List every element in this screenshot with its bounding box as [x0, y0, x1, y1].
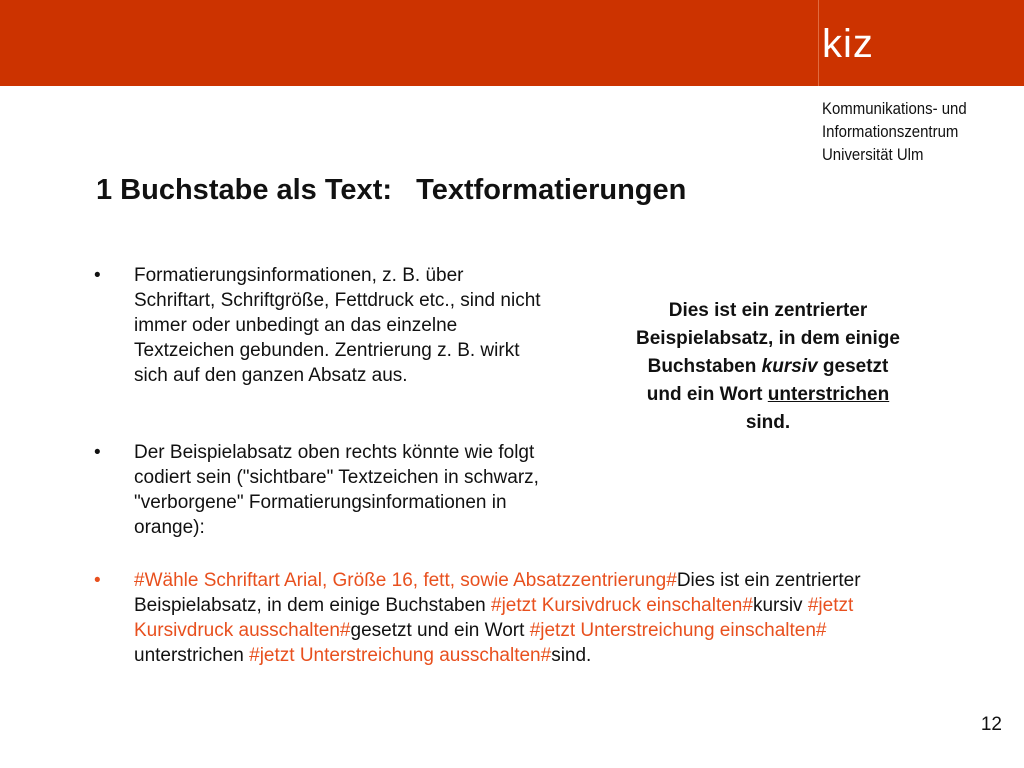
bullet-text: Der Beispielabsatz oben rechts könnte wie folgt codiert sein ("sichtbare" Textzeichen in schwarz, "verborgene" Formatierungsinformationen in orange):: [134, 442, 539, 538]
slide-title: 1 Buchstabe als Text: Textformatierungen: [96, 174, 687, 206]
visible-text-segment: kursiv: [752, 595, 808, 616]
visible-text-segment: unterstrichen: [134, 645, 250, 666]
format-code-segment: #jetzt Kursivdruck ausschalten#: [134, 595, 854, 641]
sample-text: Dies ist ein zentrierter Beispielabsatz, in dem einige Buchstaben: [636, 300, 900, 377]
bullet-item: [94, 440, 544, 540]
sample-paragraph: [636, 297, 900, 437]
bullet-icon: •: [94, 265, 101, 286]
institution-line: Informationszentrum: [822, 122, 959, 141]
visible-text-segment: sind.: [551, 645, 592, 666]
institution-name: [822, 97, 1018, 166]
institution-line: Universität Ulm: [822, 145, 924, 164]
bullet-icon: •: [94, 570, 101, 591]
visible-text-segment: gesetzt und ein Wort: [350, 620, 530, 641]
bullet-text: Formatierungsinformationen, z. B. über Schriftart, Schriftgröße, Fettdruck etc., sind nicht immer oder unbedingt an das einzelne Textzeichen gebunden. Zentrierung z. B. wirkt sich auf den ganzen Absatz aus.: [134, 265, 541, 386]
sample-text: gesetzt und ein Wort: [646, 356, 889, 405]
bullet-item-encoded-example: [94, 568, 924, 668]
institution-line: Kommunikations- und: [822, 99, 967, 118]
header-divider: [818, 0, 819, 86]
format-code-segment: #Wähle Schriftart Arial, Größe 16, fett, sowie Absatzzentrierung#: [134, 570, 677, 591]
visible-text-segment: Dies ist ein zentrierter Beispielabsatz, in dem einige Buchstaben: [134, 570, 861, 616]
header-bar: [0, 0, 1024, 86]
format-code-segment: #jetzt Kursivdruck einschalten#: [491, 595, 753, 616]
sample-italic-word: kursiv: [761, 356, 818, 377]
bullet-icon: •: [94, 442, 101, 463]
page-number: 12: [980, 714, 1002, 735]
brand-logo: kiz: [822, 22, 874, 66]
sample-text: sind.: [745, 412, 791, 433]
format-code-segment: #jetzt Unterstreichung ausschalten#: [249, 645, 552, 666]
sample-underlined-word: unterstrichen: [767, 384, 890, 405]
bullet-item: [94, 263, 544, 388]
format-code-segment: #jetzt Unterstreichung einschalten#: [529, 620, 827, 641]
bullet-text: [94, 568, 924, 668]
